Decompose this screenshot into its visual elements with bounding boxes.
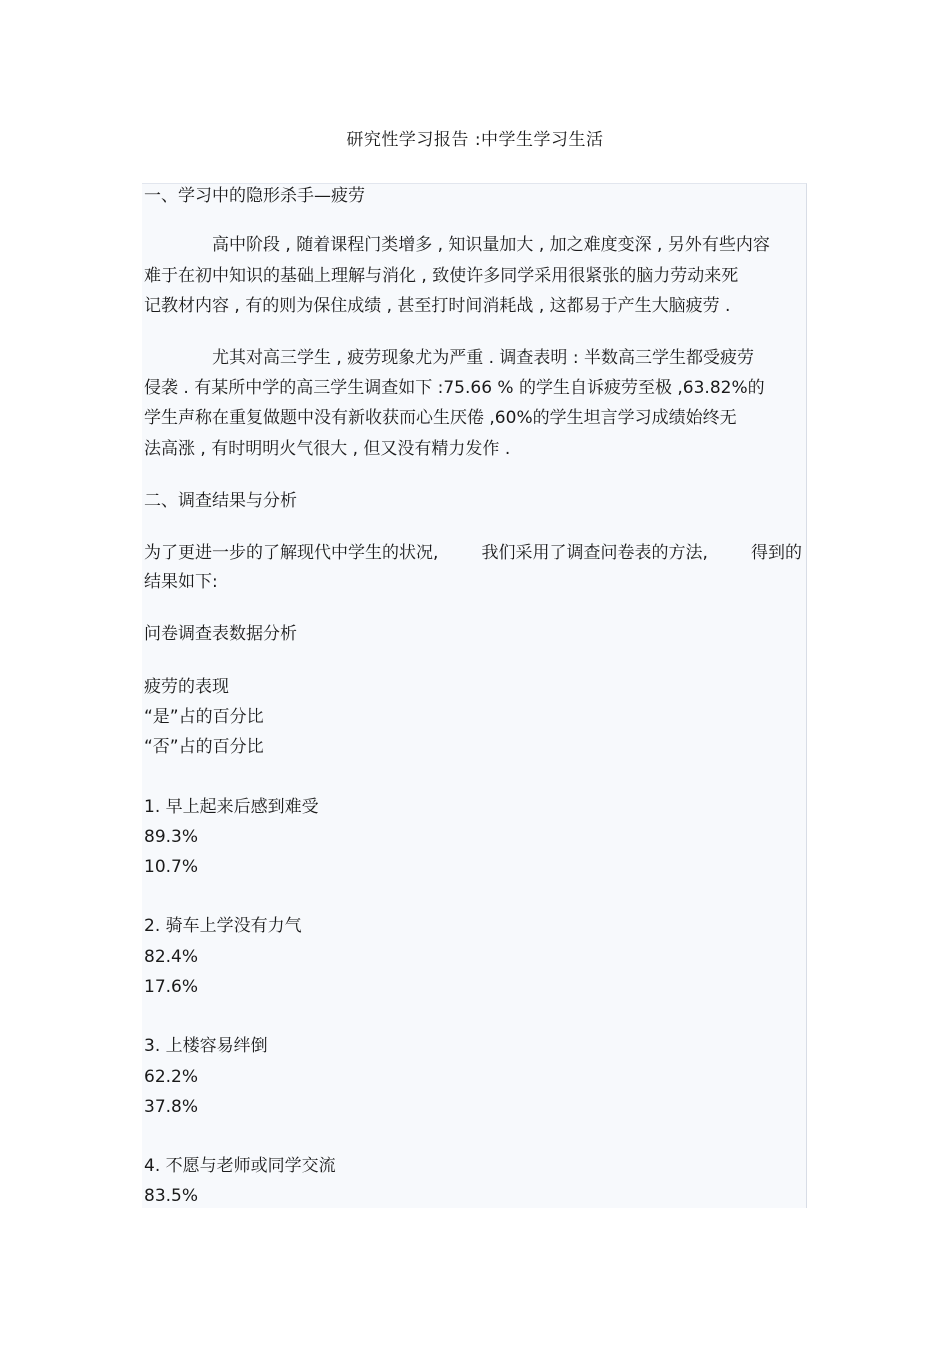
paragraph-2-line-1: 尤其对高三学生 , 疲劳现象尤为严重 . 调查表明 : 半数高三学生都受疲劳: [212, 348, 754, 368]
item-3-yes-percent: 62.2%: [144, 1067, 199, 1087]
paragraph-2-line-2: 侵袭 . 有某所中学的高三学生调查如下 :75.66 % 的学生自诉疲劳至极 ,63.82%的: [144, 378, 765, 398]
intro-part-1: 为了更进一步的了解现代中学生的状况,: [144, 543, 439, 563]
item-3-label: 3. 上楼容易绊倒: [144, 1036, 268, 1056]
document-title: 研究性学习报告 :中学生学习生活: [346, 130, 604, 150]
table-header-yes: “是”占的百分比: [144, 707, 264, 727]
document-body: [142, 183, 807, 1208]
intro-line-2: 结果如下:: [144, 572, 218, 592]
item-1-no-percent: 10.7%: [144, 857, 199, 877]
item-1-label: 1. 早上起来后感到难受: [144, 797, 319, 817]
intro-line-1: [144, 541, 802, 565]
intro-part-3: 得到的: [751, 543, 802, 563]
section-2-heading: 二、调查结果与分析: [144, 491, 297, 511]
table-header-symptom: 疲劳的表现: [144, 677, 229, 697]
section-1-heading: 一、学习中的隐形杀手—疲劳: [144, 186, 365, 206]
item-1-yes-percent: 89.3%: [144, 827, 199, 847]
item-2-no-percent: 17.6%: [144, 977, 199, 997]
paragraph-1-line-3: 记教材内容 , 有的则为保住成绩 , 甚至打时间消耗战 , 这都易于产生大脑疲劳 .: [144, 296, 731, 316]
item-2-yes-percent: 82.4%: [144, 947, 199, 967]
intro-part-2: 我们采用了调查问卷表的方法,: [481, 543, 708, 563]
item-3-no-percent: 37.8%: [144, 1097, 199, 1117]
item-2-label: 2. 骑车上学没有力气: [144, 916, 302, 936]
paragraph-2-line-4: 法高涨 , 有时明明火气很大 , 但又没有精力发作 .: [144, 439, 511, 459]
paragraph-1-line-2: 难于在初中知识的基础上理解与消化 , 致使许多同学采用很紧张的脑力劳动来死: [144, 266, 739, 286]
table-header-no: “否”占的百分比: [144, 737, 264, 757]
item-4-yes-percent: 83.5%: [144, 1186, 199, 1206]
table-title: 问卷调查表数据分析: [144, 624, 297, 644]
paragraph-1-line-1: 高中阶段 , 随着课程门类增多 , 知识量加大 , 加之难度变深 , 另外有些内容: [212, 235, 770, 255]
paragraph-2-line-3: 学生声称在重复做题中没有新收获而心生厌倦 ,60%的学生坦言学习成绩始终无: [144, 408, 737, 428]
item-4-label: 4. 不愿与老师或同学交流: [144, 1156, 336, 1176]
